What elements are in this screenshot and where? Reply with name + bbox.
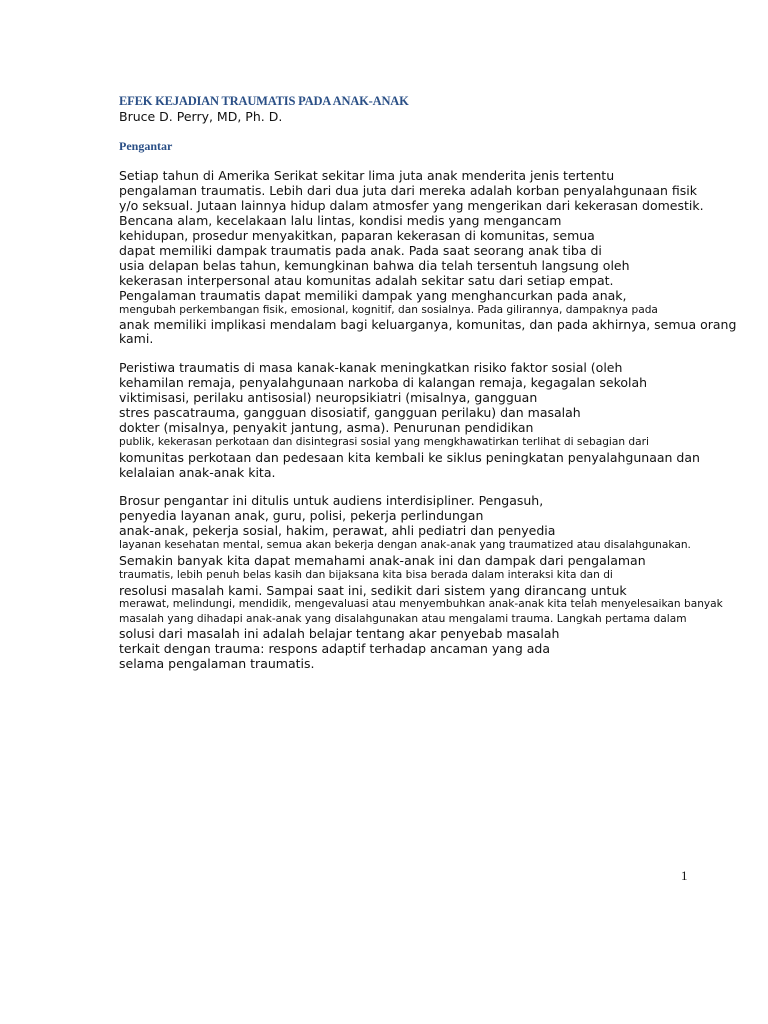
document-title: EFEK KEJADIAN TRAUMATIS PADA ANAK-ANAK — [119, 94, 409, 108]
body-line: Setiap tahun di Amerika Serikat sekitar lima juta anak menderita jenis tertentu — [119, 168, 615, 183]
section-heading: Pengantar — [119, 139, 173, 153]
body-line: penyedia layanan anak, guru, polisi, pekerja perlindungan — [119, 508, 484, 523]
body-line: Bencana alam, kecelakaan lalu lintas, kondisi medis yang mengancam — [119, 213, 562, 228]
body-line: selama pengalaman traumatis. — [119, 656, 315, 671]
body-line: dokter (misalnya, penyakit jantung, asma). Penurunan pendidikan — [119, 420, 534, 435]
body-line: pengalaman traumatis. Lebih dari dua juta dari mereka adalah korban penyalahgunaan fisik — [119, 183, 697, 198]
body-line: kehidupan, prosedur menyakitkan, paparan kekerasan di komunitas, semua — [119, 228, 595, 243]
body-line: terkait dengan trauma: respons adaptif terhadap ancaman yang ada — [119, 641, 551, 656]
body-line: y/o seksual. Jutaan lainnya hidup dalam atmosfer yang mengerikan dari kekerasan domestik. — [119, 198, 704, 213]
body-line: resolusi masalah kami. Sampai saat ini, sedikit dari sistem yang dirancang untuk — [119, 583, 627, 598]
body-line: dapat memiliki dampak traumatis pada anak. Pada saat seorang anak tiba di — [119, 243, 602, 258]
body-line: kelalaian anak-anak kita. — [119, 465, 276, 480]
body-line: traumatis, lebih penuh belas kasih dan bijaksana kita bisa berada dalam interaksi kita dan di — [119, 569, 613, 581]
body-line: Pengalaman traumatis dapat memiliki dampak yang menghancurkan pada anak, — [119, 288, 627, 303]
body-line: layanan kesehatan mental, semua akan bekerja dengan anak-anak yang traumatized atau disalahgunakan. — [119, 539, 691, 551]
body-line: mengubah perkembangan fisik, emosional, kognitif, dan sosialnya. Pada gilirannya, dampaknya pada — [119, 304, 658, 316]
body-line: merawat, melindungi, mendidik, mengevaluasi atau menyembuhkan anak-anak kita telah menyelesaikan banyak — [119, 598, 723, 610]
page-number: 1 — [681, 868, 688, 883]
body-line: masalah yang dihadapi anak-anak yang disalahgunakan atau mengalami trauma. Langkah pertama dalam — [119, 613, 687, 625]
body-line: kami. — [119, 331, 154, 346]
body-line: anak-anak, pekerja sosial, hakim, perawat, ahli pediatri dan penyedia — [119, 523, 556, 538]
body-line: Peristiwa traumatis di masa kanak-kanak meningkatkan risiko faktor sosial (oleh — [119, 360, 623, 375]
document-author: Bruce D. Perry, MD, Ph. D. — [119, 109, 283, 124]
body-line: solusi dari masalah ini adalah belajar tentang akar penyebab masalah — [119, 626, 560, 641]
body-line: kehamilan remaja, penyalahgunaan narkoba di kalangan remaja, kegagalan sekolah — [119, 375, 648, 390]
body-line: Semakin banyak kita dapat memahami anak-anak ini dan dampak dari pengalaman — [119, 553, 646, 568]
body-line: stres pascatrauma, gangguan disosiatif, gangguan perilaku) dan masalah — [119, 405, 581, 420]
body-line: viktimisasi, perilaku antisosial) neuropsikiatri (misalnya, gangguan — [119, 390, 538, 405]
body-line: usia delapan belas tahun, kemungkinan bahwa dia telah tersentuh langsung oleh — [119, 258, 630, 273]
body-line: komunitas perkotaan dan pedesaan kita kembali ke siklus peningkatan penyalahgunaan dan — [119, 450, 700, 465]
body-line: anak memiliki implikasi mendalam bagi keluarganya, komunitas, dan pada akhirnya, semua orang — [119, 317, 737, 332]
body-line: kekerasan interpersonal atau komunitas adalah sekitar satu dari setiap empat. — [119, 273, 614, 288]
body-line: publik, kekerasan perkotaan dan disintegrasi sosial yang mengkhawatirkan terlihat di sebagian dari — [119, 436, 649, 448]
body-line: Brosur pengantar ini ditulis untuk audiens interdisipliner. Pengasuh, — [119, 493, 544, 508]
